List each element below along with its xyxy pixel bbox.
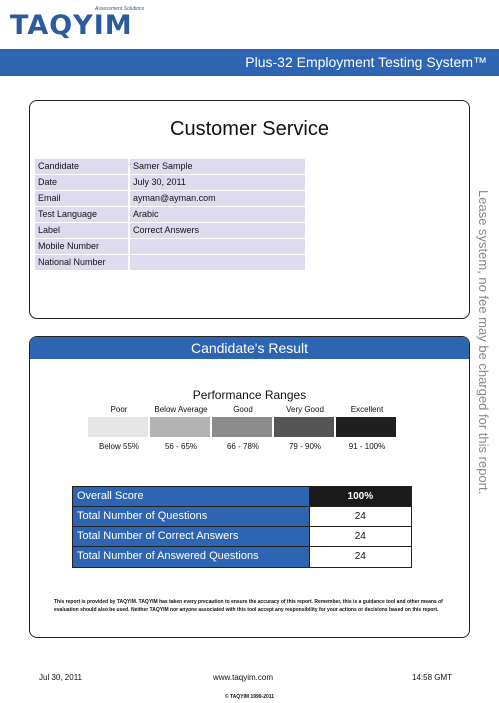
range-label-poor: Poor [110, 405, 128, 414]
logo-subtitle: Assessment Solutions [95, 6, 145, 12]
info-row-national-number [35, 255, 305, 270]
info-label: Email [35, 191, 128, 206]
side-note: Lease system, no fee may be charged for this report. [476, 190, 491, 495]
range-label-good: Good [233, 405, 253, 414]
range-swatch-poor [88, 417, 148, 437]
score-label: Total Number of Correct Answers [73, 527, 309, 546]
info-value: Arabic [130, 207, 305, 222]
candidate-info-table [35, 159, 305, 271]
info-label: Date [35, 175, 128, 190]
system-title: Plus-32 Employment Testing System™ [245, 54, 487, 70]
info-row-test-language [35, 207, 305, 222]
score-row-correct [73, 527, 411, 547]
info-value: Samer Sample [130, 159, 305, 174]
range-value-good: 66 - 78% [226, 442, 260, 451]
range-value-below-average: 56 - 65% [164, 442, 198, 451]
range-value-excellent: 91 - 100% [348, 442, 386, 451]
info-label: Mobile Number [35, 239, 128, 254]
score-label: Total Number of Answered Questions [73, 547, 309, 567]
result-title: Candidate's Result [190, 340, 309, 356]
footer-time: 14:58 GMT [412, 673, 453, 682]
footer-copyright: © TAQYIM 1999-2011 [224, 694, 275, 700]
score-row-overall [73, 487, 411, 507]
taqyim-logo [10, 6, 180, 42]
info-label: Test Language [35, 207, 128, 222]
score-value: 24 [309, 547, 411, 567]
logo-text: TAQYIM [10, 10, 133, 41]
score-label: Overall Score [73, 487, 309, 506]
info-label: Candidate [35, 159, 128, 174]
score-label: Total Number of Questions [73, 507, 309, 526]
range-swatch-very-good [274, 417, 334, 437]
candidate-info-panel [29, 100, 470, 319]
scores-table [72, 486, 412, 568]
range-value-poor: Below 55% [98, 442, 140, 451]
info-row-email [35, 191, 305, 206]
score-row-answered [73, 547, 411, 567]
performance-ranges-title: Performance Ranges [192, 388, 307, 402]
disclaimer-text: This report is provided by TAQYIM. TAQYIM has taken every precaution to ensure the accuracy of this report. Remember, this is a guidance tool and other means of evaluation should also be used. Neither TAQYIM nor anyone associated with this tool accept any responsibility for your actions or decisions based on this report. [54, 599, 443, 613]
info-label: National Number [35, 255, 128, 270]
info-value: ayman@ayman.com [130, 191, 305, 206]
info-value: Correct Answers [130, 223, 305, 238]
info-row-candidate [35, 159, 305, 174]
score-value: 24 [309, 527, 411, 546]
range-value-very-good: 79 - 90% [288, 442, 322, 451]
footer-date: Jul 30, 2011 [39, 673, 82, 682]
info-row-date [35, 175, 305, 190]
header-bar [0, 49, 499, 76]
info-value [130, 239, 305, 254]
footer-website[interactable]: www.taqyim.com [213, 673, 274, 682]
range-label-excellent: Excellent [350, 405, 384, 414]
info-row-label [35, 223, 305, 238]
score-value: 24 [309, 507, 411, 526]
info-row-mobile-number [35, 239, 305, 254]
range-label-very-good: Very Good [286, 405, 324, 414]
candidate-result-panel [29, 336, 470, 638]
range-label-below-average: Below Average [154, 405, 208, 414]
info-label: Label [35, 223, 128, 238]
range-swatch-good [212, 417, 272, 437]
info-value [130, 255, 305, 270]
document-title: Customer Service [170, 118, 329, 140]
range-swatch-below-average [150, 417, 210, 437]
result-header-bar [30, 337, 469, 359]
range-swatch-excellent [336, 417, 396, 437]
info-value: July 30, 2011 [130, 175, 305, 190]
score-row-questions [73, 507, 411, 527]
score-value: 100% [309, 487, 411, 506]
